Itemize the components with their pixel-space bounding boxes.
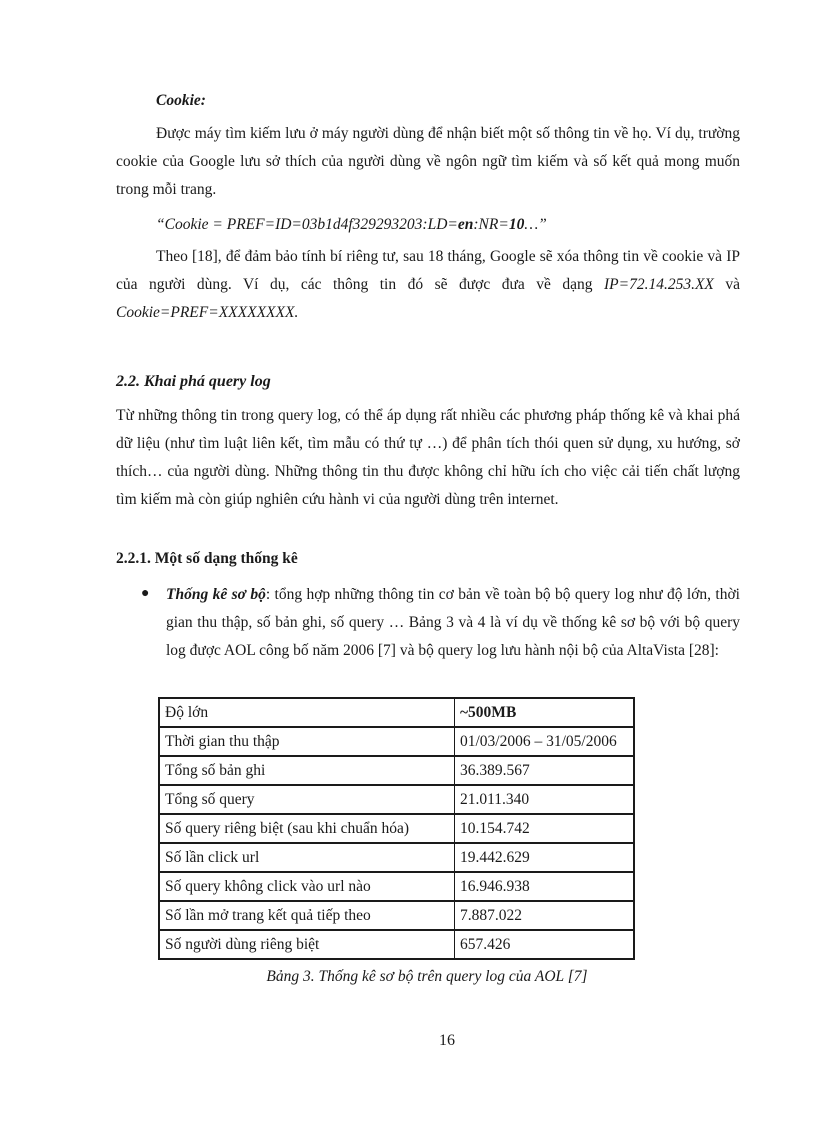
table-cell-value: 01/03/2006 – 31/05/2006	[455, 727, 635, 756]
table-cell-label: Số query riêng biệt (sau khi chuẩn hóa)	[159, 814, 455, 843]
cookie-example-suffix: …”	[524, 216, 547, 233]
table-cell-label: Số lần mở trang kết quả tiếp theo	[159, 901, 455, 930]
table-cell-value: 19.442.629	[455, 843, 635, 872]
table-row	[159, 727, 634, 756]
table-cell-label: Số người dùng riêng biệt	[159, 930, 455, 959]
table-cell-label: Tổng số query	[159, 785, 455, 814]
cookie-example-mid: :NR=	[473, 216, 509, 233]
cookie-description	[116, 120, 740, 204]
bullet-icon: ●	[141, 586, 150, 601]
table-cell-label: Thời gian thu thập	[159, 727, 455, 756]
cookie-example-num: 10	[508, 216, 525, 233]
table-cell-value: 10.154.742	[455, 814, 635, 843]
table-cell-label: Số lần click url	[159, 843, 455, 872]
table-row	[159, 698, 634, 727]
table-cell-label: Tổng số bản ghi	[159, 756, 455, 785]
stats-table-body	[159, 698, 634, 959]
cookie-example-lang: en	[457, 216, 474, 233]
privacy-mid: cookie và IP của người dùng. Ví dụ, các thông tin đó sẽ được đưa về dạng	[116, 248, 740, 293]
table-row	[159, 872, 634, 901]
table-cell-value: 7.887.022	[455, 901, 635, 930]
table-row	[159, 930, 634, 959]
table-cell-value: 21.011.340	[455, 785, 635, 814]
privacy-line1: Theo [18], để đảm bảo tính bí riêng tư, sau 18 tháng, Google sẽ xóa thông tin về	[156, 248, 658, 265]
table-row	[159, 843, 634, 872]
table-cell-value: 657.426	[455, 930, 635, 959]
section-2-2-body: Từ những thông tin trong query log, có thể áp dụng rất nhiều các phương pháp thống kê và khai phá dữ liệu (như tìm luật liên kết, tìm mẫu có thứ tự …) để phân tích thói quen sử dụng, xu hướng, sở thích… của người dùng. Những thông tin thu được không chỉ hữu ích cho việc cải tiến chất lượng tìm kiếm mà còn giúp nghiên cứu hành vi của người dùng trên internet.	[116, 407, 740, 508]
table-row	[159, 785, 634, 814]
table-cell-label: Độ lớn	[159, 698, 455, 727]
privacy-paragraph	[116, 243, 740, 327]
table-cell-value: ~500MB	[455, 698, 635, 727]
privacy-ip: IP=72.14.253.XX	[603, 276, 714, 293]
table-caption: Bảng 3. Thống kê sơ bộ trên query log của AOL [7]	[266, 968, 588, 985]
bullet-term: Thống kê sơ bộ	[166, 586, 266, 603]
cookie-description-rest: Ví dụ, trường cookie của Google lưu sở thích của người dùng về ngôn ngữ tìm kiếm và số kết quả mong muốn trong mỗi trang.	[116, 125, 740, 198]
page-number: 16	[439, 1032, 455, 1049]
cookie-example-prefix: “Cookie = PREF=ID=03b1d4f329293203:LD=	[156, 216, 458, 233]
section-2-2-heading: 2.2. Khai phá query log	[116, 373, 271, 390]
cookie-example	[156, 211, 756, 239]
cookie-label: Cookie:	[156, 92, 206, 109]
cookie-description-line1: Được máy tìm kiếm lưu ở máy người dùng để nhận biết một số thông tin về họ.	[156, 125, 652, 142]
table-cell-value: 36.389.567	[455, 756, 635, 785]
section-2-2-1-heading: 2.2.1. Một số dạng thống kê	[116, 550, 298, 567]
privacy-and: và	[713, 276, 741, 293]
stats-table	[158, 697, 635, 960]
bullet-text: : tổng hợp những thông tin cơ bản về toàn bộ bộ query log như độ lớn, thời gian thu thập, số bản ghi, số query … Bảng 3 và 4 là ví dụ về thống kê sơ bộ với bộ query log được AOL công bố năm 2006 [7] và bộ query log lưu hành nội bộ của AltaVista [28]:	[166, 586, 740, 659]
table-cell-value: 16.946.938	[455, 872, 635, 901]
table-row	[159, 814, 634, 843]
table-row	[159, 756, 634, 785]
bullet-item	[166, 581, 740, 665]
table-cell-label: Số query không click vào url nào	[159, 872, 455, 901]
privacy-cookie: Cookie=PREF=XXXXXXXX.	[116, 304, 299, 321]
table-row	[159, 901, 634, 930]
